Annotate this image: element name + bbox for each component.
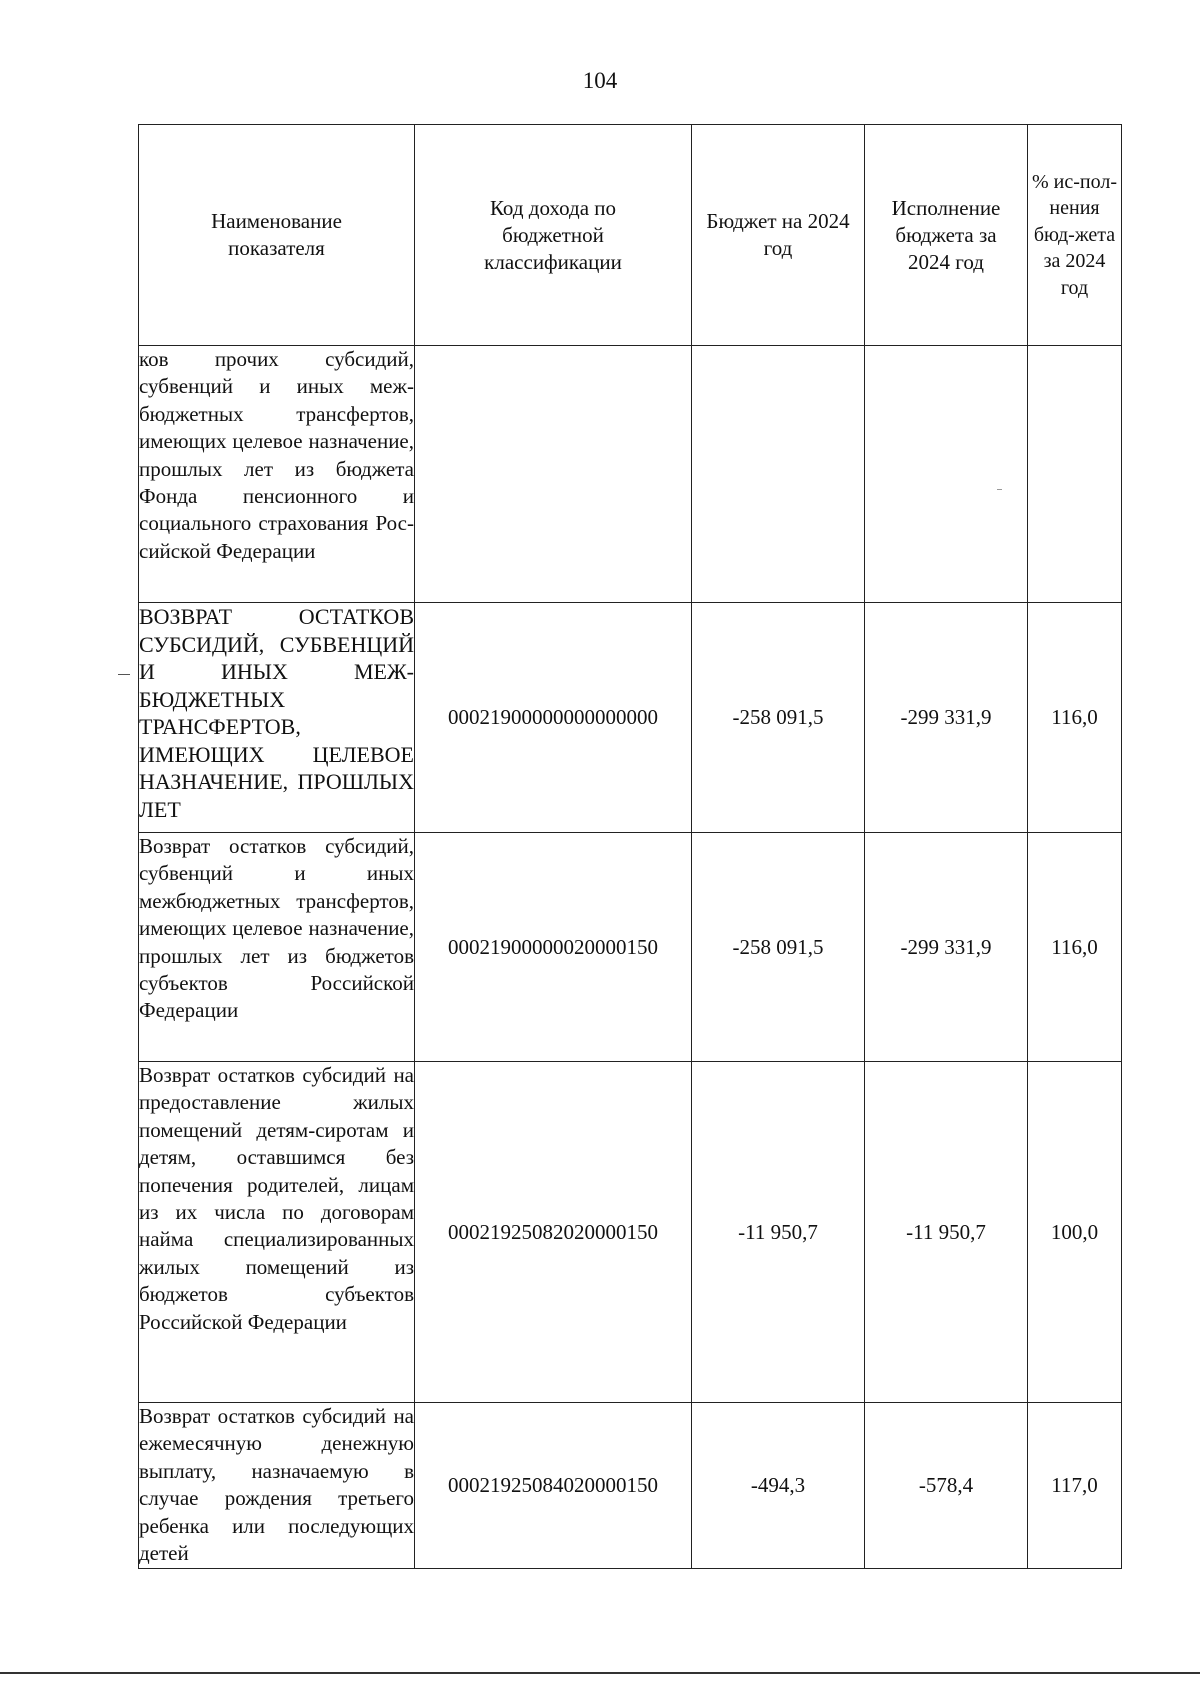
row-code: 00021925082020000150 xyxy=(415,1062,692,1403)
header-execution: Исполнение бюджета за 2024 год xyxy=(865,125,1028,346)
row-percent: 116,0 xyxy=(1028,833,1122,1062)
row-percent: 116,0 xyxy=(1028,603,1122,833)
row-code: 00021900000000000000 xyxy=(415,603,692,833)
margin-dash-mark xyxy=(118,674,130,675)
row-execution: -299 331,9 xyxy=(865,603,1028,833)
header-code: Код дохода по бюджетной классификации xyxy=(415,125,692,346)
row-budget xyxy=(692,346,865,603)
row-percent xyxy=(1028,346,1122,603)
row-code: 00021900000020000150 xyxy=(415,833,692,1062)
row-budget: -258 091,5 xyxy=(692,603,865,833)
table-row xyxy=(139,346,1122,603)
budget-execution-table xyxy=(138,124,1122,1569)
row-execution: -11 950,7 xyxy=(865,1062,1028,1403)
header-budget: Бюджет на 2024 год xyxy=(692,125,865,346)
row-name: Возврат остатков субсидий, субвенций и иных межбюджетных трансфертов, имеющих целевое назначение, прошлых лет из бюджетов субъектов Российской Федерации xyxy=(139,833,415,1062)
row-execution: -299 331,9 xyxy=(865,833,1028,1062)
row-execution: -578,4 xyxy=(865,1403,1028,1569)
row-budget: -258 091,5 xyxy=(692,833,865,1062)
row-code xyxy=(415,346,692,603)
table-row xyxy=(139,603,1122,833)
page-number: 104 xyxy=(582,68,618,93)
row-execution xyxy=(865,346,1028,603)
footer-rule xyxy=(0,1672,1200,1674)
row-budget: -11 950,7 xyxy=(692,1062,865,1403)
table-header-row xyxy=(139,125,1122,346)
row-percent: 117,0 xyxy=(1028,1403,1122,1569)
row-name: ков прочих субсидий, субвенций и иных межбюджетных трансфертов, имеющих целевое назначение, прошлых лет из бюджета Фонда пенсионного и социального страхования Российской Федерации xyxy=(139,346,415,603)
table-row xyxy=(139,833,1122,1062)
row-budget: -494,3 xyxy=(692,1403,865,1569)
header-name: Наименование показателя xyxy=(139,125,415,346)
header-percent: % ис-пол-нения бюд-жета за 2024 год xyxy=(1028,125,1122,346)
row-name: Возврат остатков субсидий на ежемесячную денежную выплату, назначаемую в случае рождения третьего ребенка или последующих детей xyxy=(139,1403,415,1569)
table-row xyxy=(139,1062,1122,1403)
row-percent: 100,0 xyxy=(1028,1062,1122,1403)
row-name: ВОЗВРАТ ОСТАТКОВ СУБСИДИЙ, СУБВЕНЦИЙ И ИНЫХ МЕЖБЮДЖЕТНЫХ ТРАНСФЕРТОВ, ИМЕЮЩИХ ЦЕЛЕВОЕ НАЗНАЧЕНИЕ, ПРОШЛЫХ ЛЕТ xyxy=(139,603,415,833)
row-code: 00021925084020000150 xyxy=(415,1403,692,1569)
table-row xyxy=(139,1403,1122,1569)
row-name: Возврат остатков субсидий на предоставление жилых помещений детям-сиротам и детям, оставшимся без попечения родителей, лицам из их числа по договорам найма специализированных жилых помещений из бюджетов субъектов Российской Федерации xyxy=(139,1062,415,1403)
